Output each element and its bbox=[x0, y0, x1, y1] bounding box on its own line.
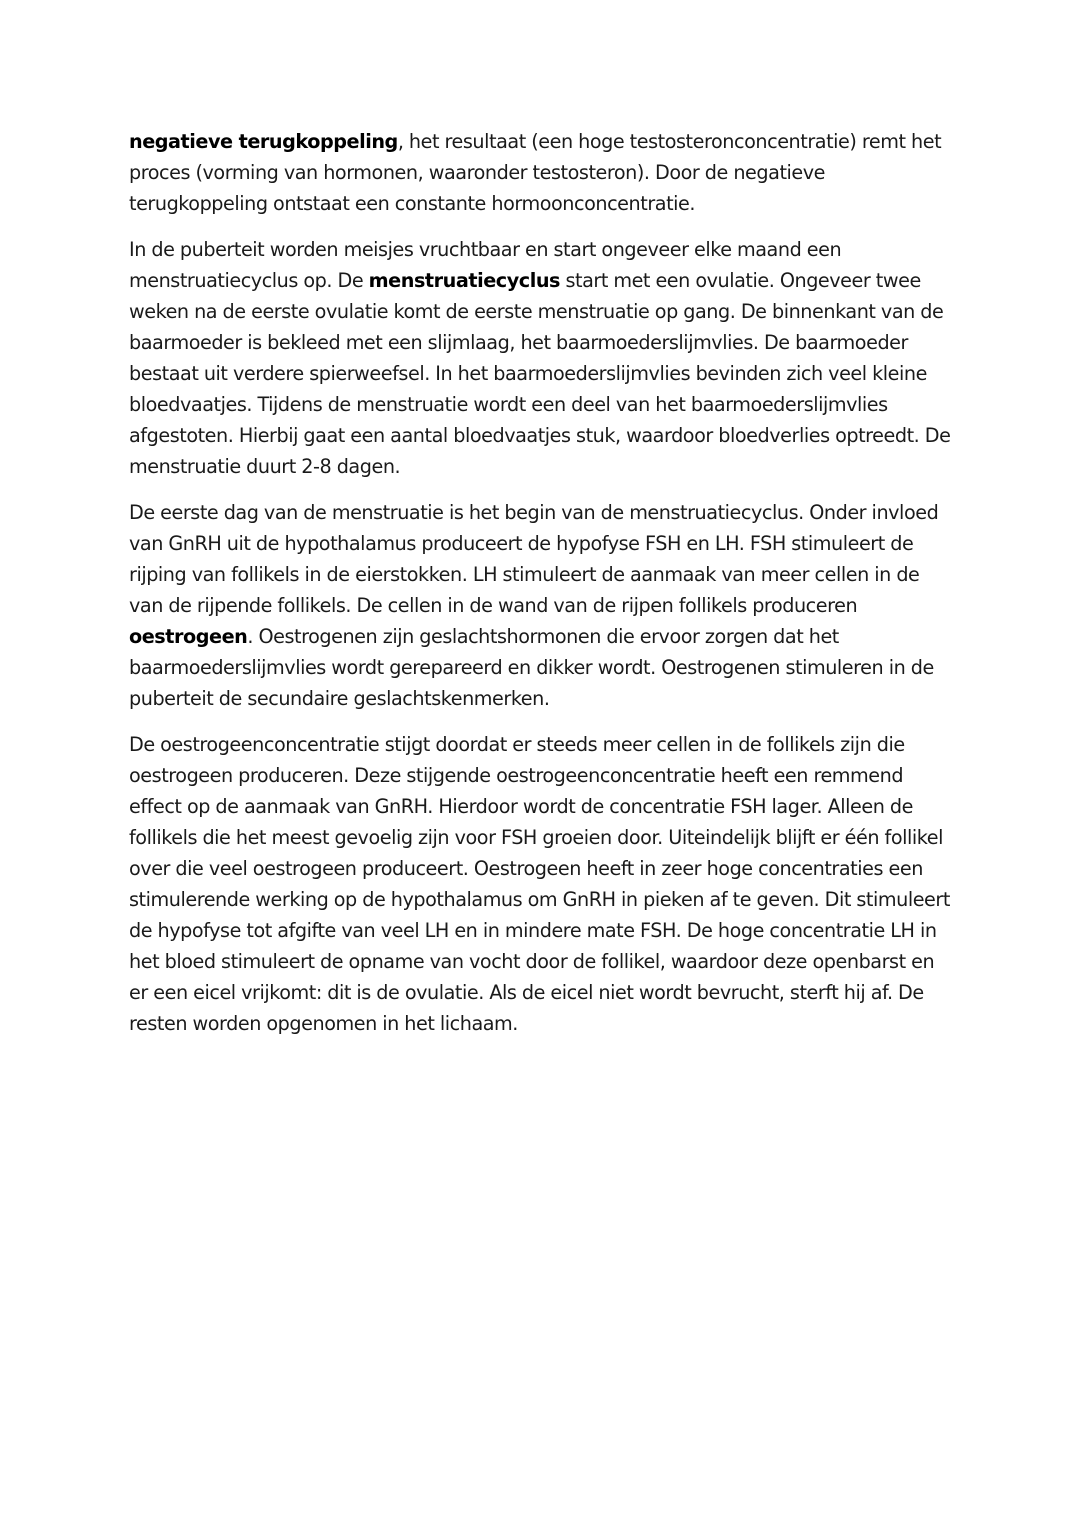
paragraph-hormones bbox=[129, 497, 955, 714]
paragraph-text: In de puberteit worden meisjes vruchtbaar en start ongeveer elke maand een menstruatiecyclus op. De bbox=[129, 238, 842, 292]
paragraph-negative-feedback bbox=[129, 126, 955, 219]
paragraph-menstrual-cycle bbox=[129, 234, 955, 482]
paragraph-text: De oestrogeenconcentratie stijgt doordat er steeds meer cellen in de follikels zijn die oestrogeen produceren. Deze stijgende oestrogeenconcentratie heeft een remmend effect op de aanmaak van GnRH. Hierdoor wordt de concentratie FSH lager. Alleen de follikels die het meest gevoelig zijn voor FSH groeien door. Uiteindelijk blijft er één follikel over die veel oestrogeen produceert. Oestrogeen heeft in zeer hoge concentraties een stimulerende werking op de hypothalamus om GnRH in pieken af te geven. Dit stimuleert de hypofyse tot afgifte van veel LH en in mindere mate FSH. De hoge concentratie LH in het bloed stimuleert de opname van vocht door de follikel, waardoor deze openbarst en er een eicel vrijkomt: dit is de ovulatie. Als de eicel niet wordt bevrucht, sterft hij af. De resten worden opgenomen in het lichaam. bbox=[129, 733, 950, 1035]
paragraph-ovulation bbox=[129, 729, 955, 1039]
paragraph-text: , het resultaat (een hoge testosteronconcentratie) remt het proces (vorming van hormonen, waaronder testosteron). Door de negatieve terugkoppeling ontstaat een constante hormoonconcentratie. bbox=[129, 130, 942, 215]
paragraph-text: start met een ovulatie. Ongeveer twee weken na de eerste ovulatie komt de eerste menstruatie op gang. De binnenkant van de baarmoeder is bekleed met een slijmlaag, het baarmoederslijmvlies. De baarmoeder bestaat uit verdere spierweefsel. In het baarmoederslijmvlies bevinden zich veel kleine bloedvaatjes. Tijdens de menstruatie wordt een deel van het baarmoederslijmvlies afgestoten. Hierbij gaat een aantal bloedvaatjes stuk, waardoor bloedverlies optreedt. De menstruatie duurt 2-8 dagen. bbox=[129, 269, 951, 478]
paragraph-text: . Oestrogenen zijn geslachtshormonen die ervoor zorgen dat het baarmoederslijmvlies wordt gerepareerd en dikker wordt. Oestrogenen stimuleren in de puberteit de secundaire geslachtskenmerken. bbox=[129, 625, 934, 710]
bold-term-oestrogeen: oestrogeen bbox=[129, 625, 248, 648]
document-body bbox=[129, 126, 955, 1054]
bold-term-negatieve-terugkoppeling: negatieve terugkoppeling bbox=[129, 130, 398, 153]
bold-term-menstruatiecyclus: menstruatiecyclus bbox=[368, 269, 560, 292]
paragraph-text: De eerste dag van de menstruatie is het begin van de menstruatiecyclus. Onder invloed van GnRH uit de hypothalamus produceert de hypofyse FSH en LH. FSH stimuleert de rijping van follikels in de eierstokken. LH stimuleert de aanmaak van meer cellen in de van de rijpende follikels. De cellen in de wand van de rijpen follikels produceren bbox=[129, 501, 939, 617]
